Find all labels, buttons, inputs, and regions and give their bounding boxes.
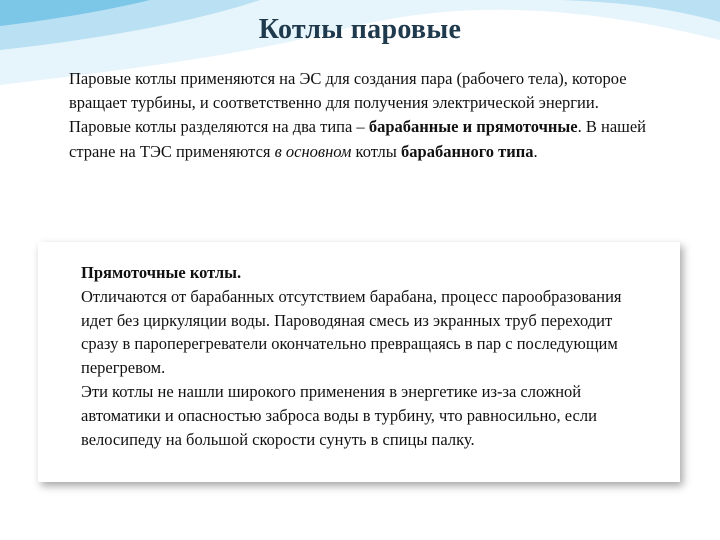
drum-type-emphasis: барабанного типа [401, 141, 534, 161]
intro-text: . В нашей стране на ТЭС применяются [69, 117, 647, 161]
section-heading-text: Прямоточные котлы. [81, 263, 242, 282]
intro-text: . [533, 141, 538, 161]
mainly-emphasis: в основном [274, 141, 352, 161]
section-heading [49, 261, 649, 285]
intro-paragraph-1: Паровые котлы применяются на ЭС для создания пара (рабочего тела), которое вращает турбины, и соответственно для получения электрической энергии. [69, 69, 627, 113]
page-title: Котлы паровые [258, 14, 462, 45]
intro-text: котлы [351, 141, 402, 161]
direct-flow-section [49, 261, 649, 451]
intro-section [47, 67, 672, 164]
boiler-types-emphasis: барабанные и прямоточные [368, 117, 578, 137]
intro-text: Паровые котлы разделяются на два типа – [69, 117, 369, 137]
direct-flow-paragraph-1: Отличаются от барабанных отсутствием барабана, процесс парообразования идет без циркуляции воды. Пароводяная смесь из экранных труб переходит сразу в пароперегреватели окончательно превращаясь в пар с последующим перегревом. [81, 286, 622, 378]
intro-paragraph-2 [47, 115, 672, 163]
direct-flow-paragraph-2: Эти котлы не нашли широкого применения в энергетике из-за сложной автоматики и опасностью заброса воды в турбину, что равносильно, если велосипеду на большой скорости сунуть в спицы палку. [81, 381, 597, 449]
